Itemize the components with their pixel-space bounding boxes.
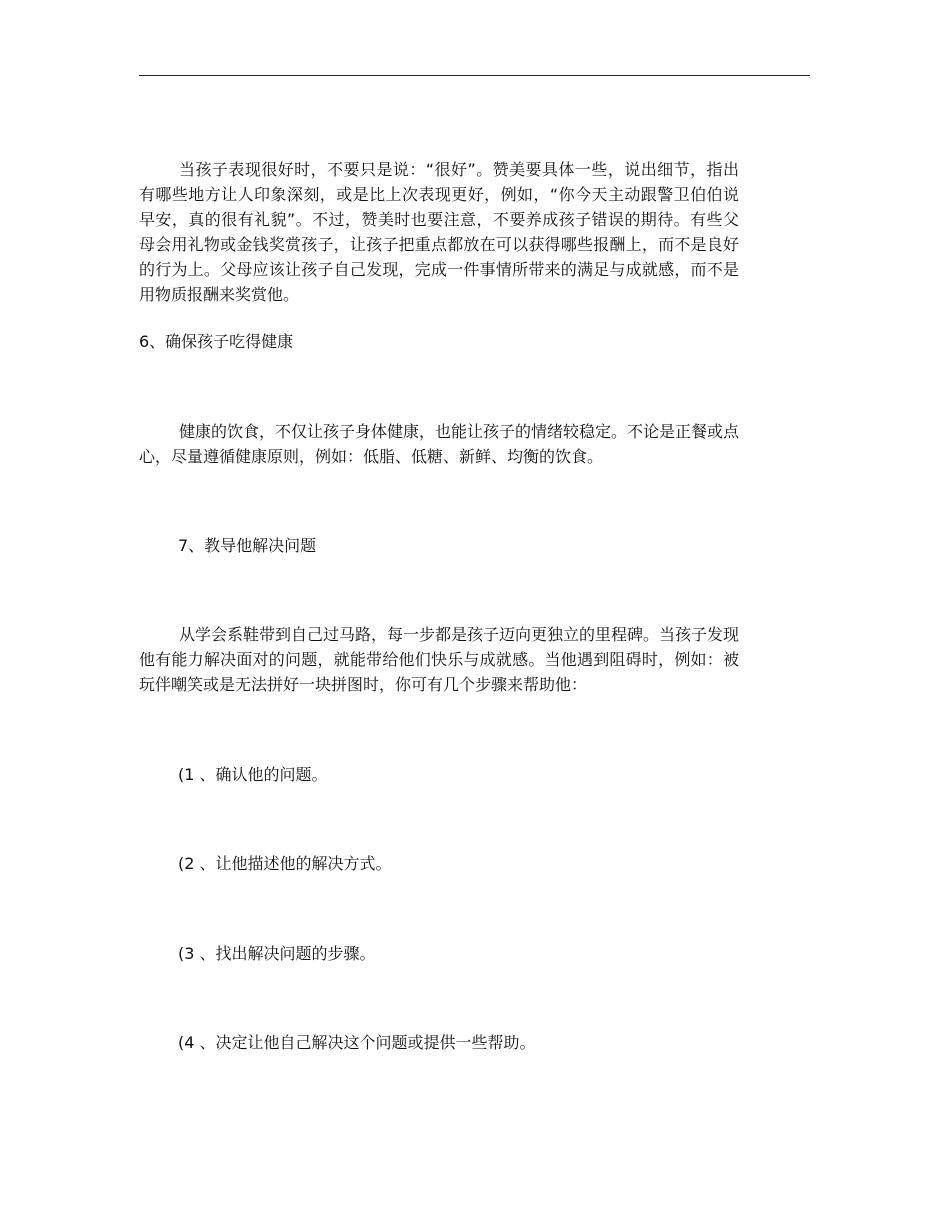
section-heading-7: 7、教导他解决问题	[178, 536, 317, 555]
header-rule	[139, 75, 810, 76]
step-item-4: (4 、决定让他自己解决这个问题或提供一些帮助。	[178, 1033, 536, 1052]
paragraph-healthy-diet: 健康的饮食，不仅让孩子身体健康，也能让孩子的情绪较稳定。不论是正餐或点心，尽量遵循健康原则，例如：低脂、低糖、新鲜、均衡的饮食。	[139, 422, 740, 466]
step-item-2: (2 、让他描述他的解决方式。	[178, 854, 392, 873]
paragraph-problem-solving: 从学会系鞋带到自己过马路，每一步都是孩子迈向更独立的里程碑。当孩子发现他有能力解决面对的问题，就能带给他们快乐与成就感。当他遇到阻碍时，例如：被玩伴嘲笑或是无法拼好一块拼图时，你可有几个步骤来帮助他：	[139, 625, 740, 694]
section-heading-6: 6、确保孩子吃得健康	[139, 332, 294, 351]
step-item-1: (1 、确认他的问题。	[178, 765, 328, 784]
paragraph-praise: 当孩子表现很好时，不要只是说：“很好”。赞美要具体一些，说出细节，指出有哪些地方让人印象深刻，或是比上次表现更好，例如，“你今天主动跟警卫伯伯说早安，真的很有礼貌”。不过，赞美时也要注意，不要养成孩子错误的期待。有些父母会用礼物或金钱奖赏孩子，让孩子把重点都放在可以获得哪些报酬上，而不是良好的行为上。父母应该让孩子自己发现，完成一件事情所带来的满足与成就感，而不是用物质报酬来奖赏他。	[139, 160, 739, 304]
step-item-3: (3 、找出解决问题的步骤。	[178, 944, 376, 963]
